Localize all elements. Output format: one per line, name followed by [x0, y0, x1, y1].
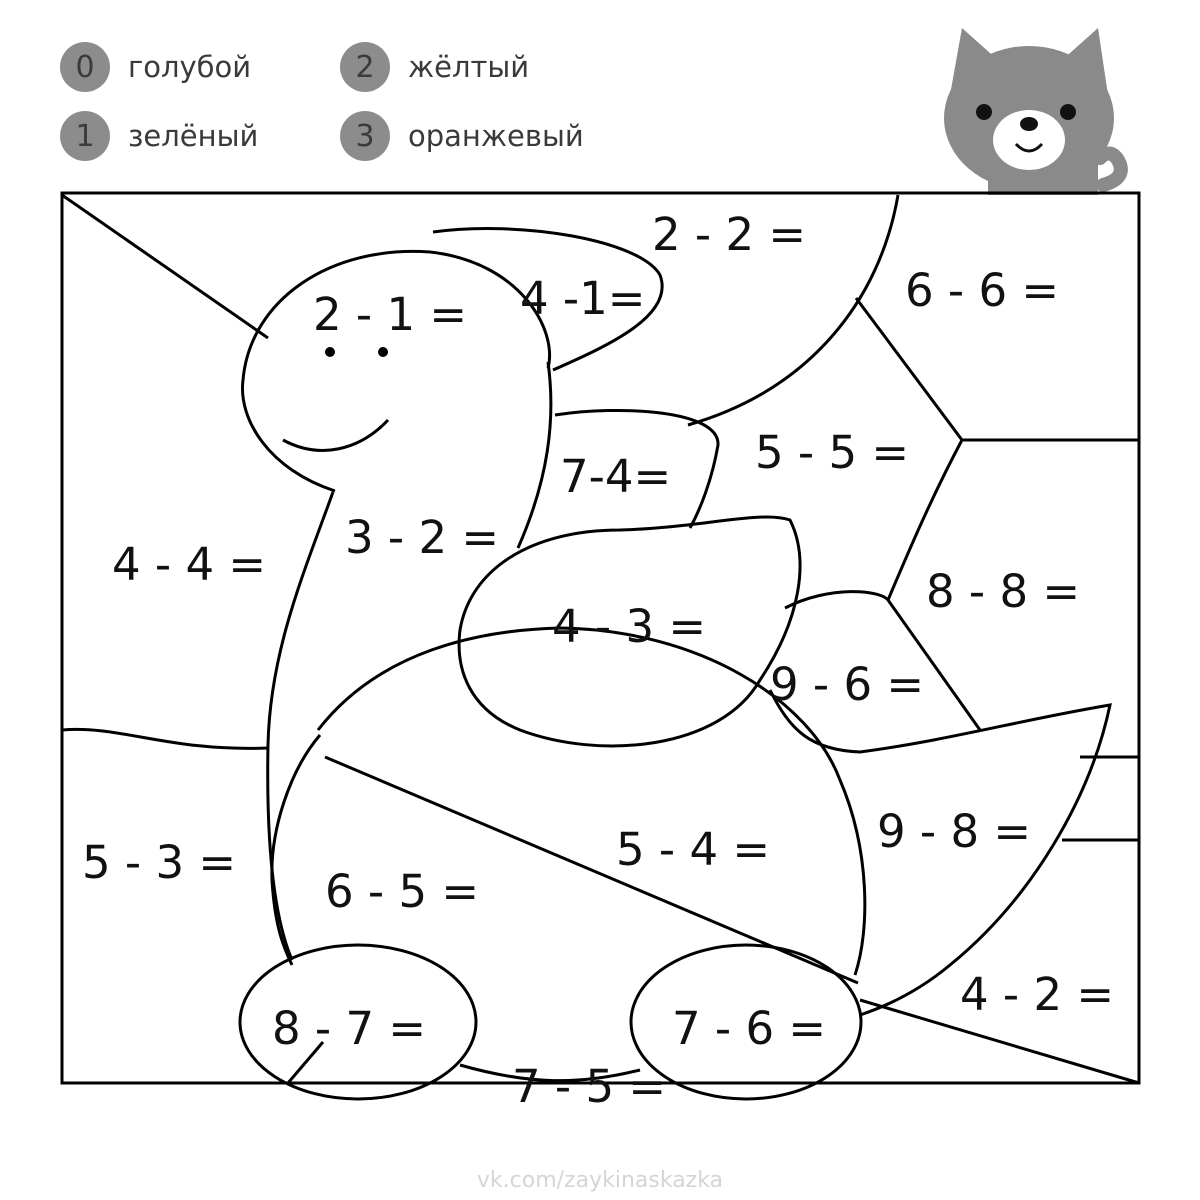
legend-number-badge: 1 — [60, 111, 110, 161]
equation-region: 2 - 2 = — [652, 208, 807, 261]
equation-region: 5 - 3 = — [82, 836, 237, 889]
legend-number-badge: 3 — [340, 111, 390, 161]
equation-region: 9 - 6 = — [770, 658, 925, 711]
equation-region: 6 - 6 = — [905, 264, 1060, 317]
equation-region: 3 - 2 = — [345, 511, 500, 564]
equation-region: 4 -1= — [520, 272, 646, 325]
legend-number-badge: 0 — [60, 42, 110, 92]
equation-region: 7 - 5 = — [512, 1060, 667, 1113]
legend-color-label: зелёный — [128, 119, 259, 153]
equation-region: 5 - 5 = — [755, 426, 910, 479]
legend-color-label: голубой — [128, 50, 252, 84]
equation-region: 9 - 8 = — [877, 805, 1032, 858]
legend-color-label: жёлтый — [408, 50, 530, 84]
equation-region: 8 - 7 = — [272, 1002, 427, 1055]
equation-region: 4 - 2 = — [960, 968, 1115, 1021]
watermark-text: vk.com/zaykinaskazka — [476, 1168, 724, 1193]
legend-number-badge: 2 — [340, 42, 390, 92]
equation-region: 8 - 8 = — [926, 565, 1081, 618]
equation-region: 4 - 3 = — [552, 600, 707, 653]
legend-color-label: оранжевый — [408, 119, 584, 153]
equation-region: 5 - 4 = — [616, 823, 771, 876]
equation-region: 6 - 5 = — [325, 865, 480, 918]
equation-region: 7 - 6 = — [672, 1002, 827, 1055]
cat-icon — [944, 28, 1121, 195]
equation-region: 7-4= — [560, 450, 672, 503]
equation-region: 4 - 4 = — [112, 538, 267, 591]
equation-region: 2 - 1 = — [313, 288, 468, 341]
